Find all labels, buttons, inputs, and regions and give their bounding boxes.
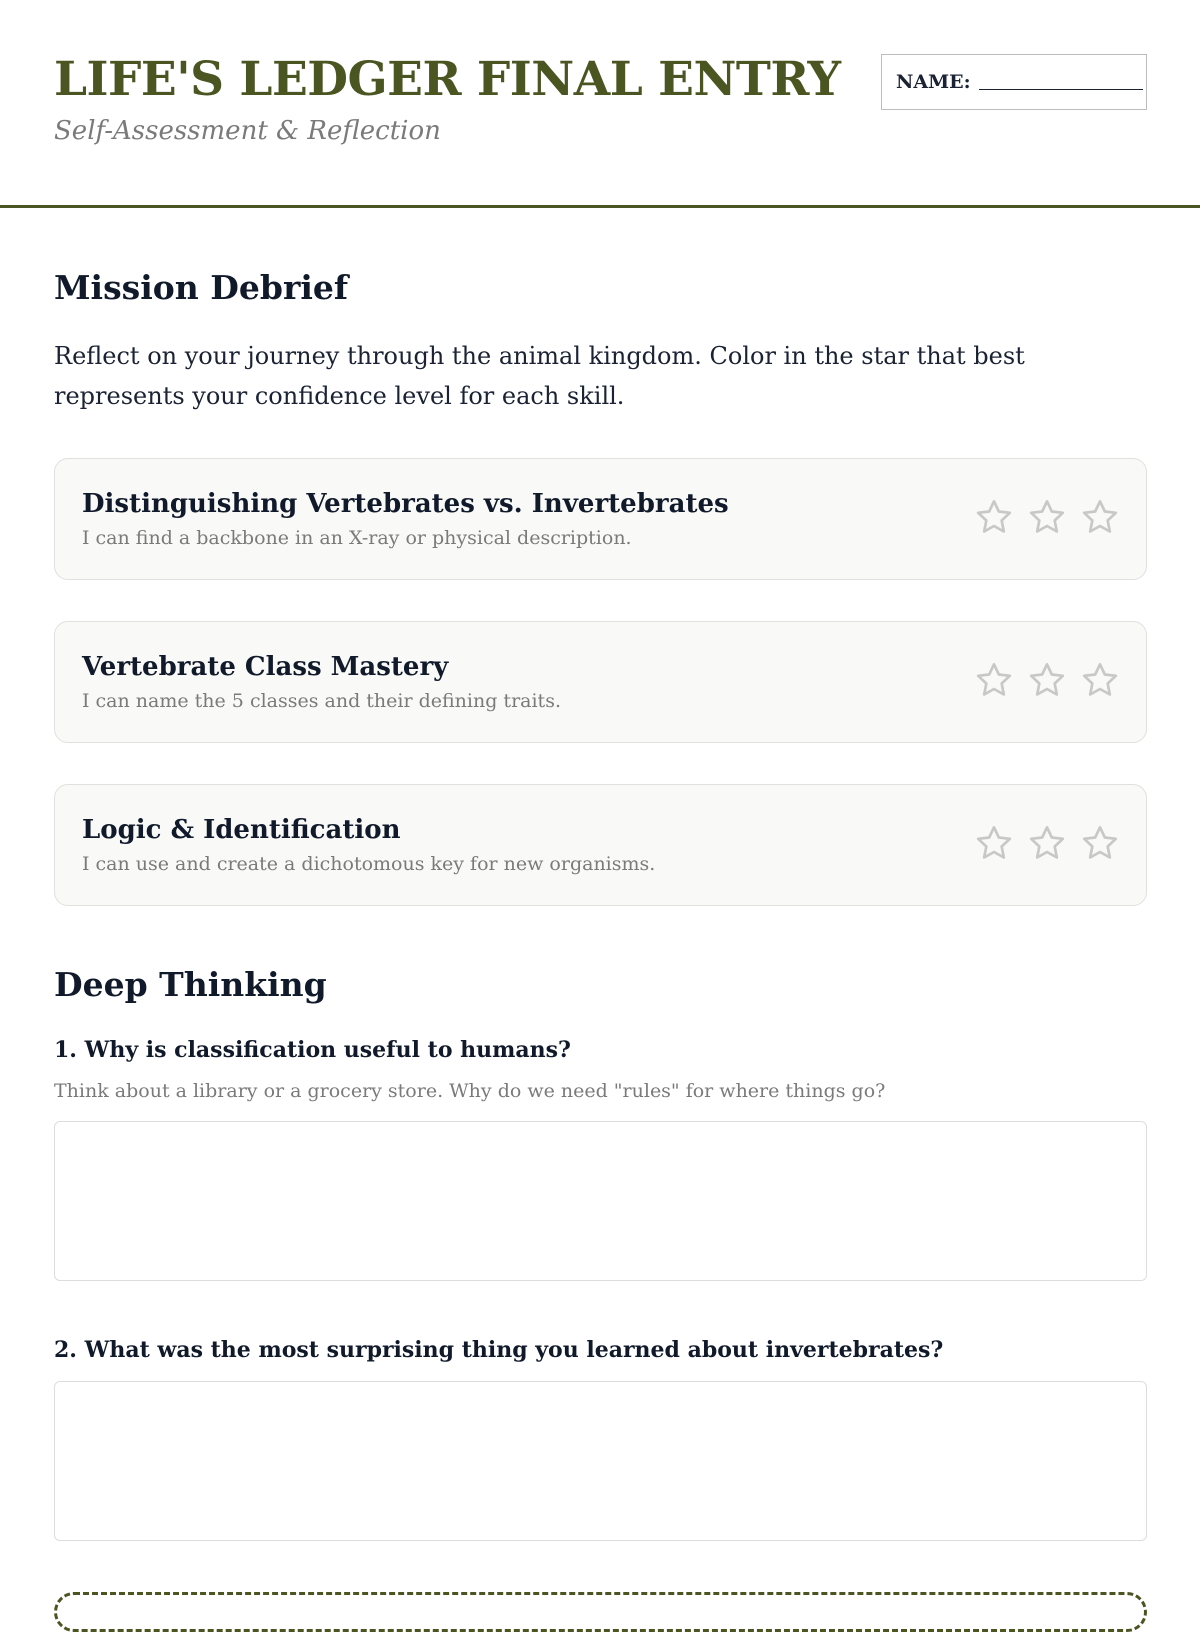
skill-description: I can find a backbone in an X-ray or physical description. [82,527,632,549]
worksheet-header [0,0,1200,208]
star-icon[interactable] [974,497,1014,537]
star-icon[interactable] [1027,823,1067,863]
confidence-stars [974,823,1120,863]
star-icon[interactable] [1080,497,1120,537]
skill-title: Distinguishing Vertebrates vs. Invertebrates [82,489,729,519]
confidence-stars [974,660,1120,700]
star-icon[interactable] [1080,660,1120,700]
skill-card [54,621,1147,743]
question-prompt: 1. Why is classification useful to humans? [54,1037,571,1063]
star-icon[interactable] [974,823,1014,863]
skill-card [54,458,1147,580]
name-field-box[interactable] [881,54,1147,110]
question-hint: Think about a library or a grocery store. Why do we need "rules" for where things go? [54,1080,886,1102]
answer-box[interactable] [54,1381,1147,1541]
mission-debrief-intro: Reflect on your journey through the animal kingdom. Color in the star that best represents your confidence level for each skill. [54,342,1025,410]
deep-thinking-heading: Deep Thinking [54,965,327,1004]
page-subtitle: Self-Assessment & Reflection [54,116,441,146]
question-prompt: 2. What was the most surprising thing you learned about invertebrates? [54,1337,944,1363]
skill-title: Vertebrate Class Mastery [82,652,449,682]
star-icon[interactable] [1080,823,1120,863]
star-icon[interactable] [1027,660,1067,700]
mission-debrief-heading: Mission Debrief [54,268,349,307]
name-blank-line[interactable] [979,89,1143,90]
skill-title: Logic & Identification [82,815,401,845]
skill-description: I can use and create a dichotomous key for new organisms. [82,853,656,875]
confidence-stars [974,497,1120,537]
page-title: LIFE'S LEDGER FINAL ENTRY [54,52,841,107]
name-label: NAME: [896,71,971,93]
answer-box[interactable] [54,1121,1147,1281]
star-icon[interactable] [974,660,1014,700]
dashed-section-border [54,1592,1147,1632]
skill-description: I can name the 5 classes and their defining traits. [82,690,561,712]
star-icon[interactable] [1027,497,1067,537]
skill-card [54,784,1147,906]
